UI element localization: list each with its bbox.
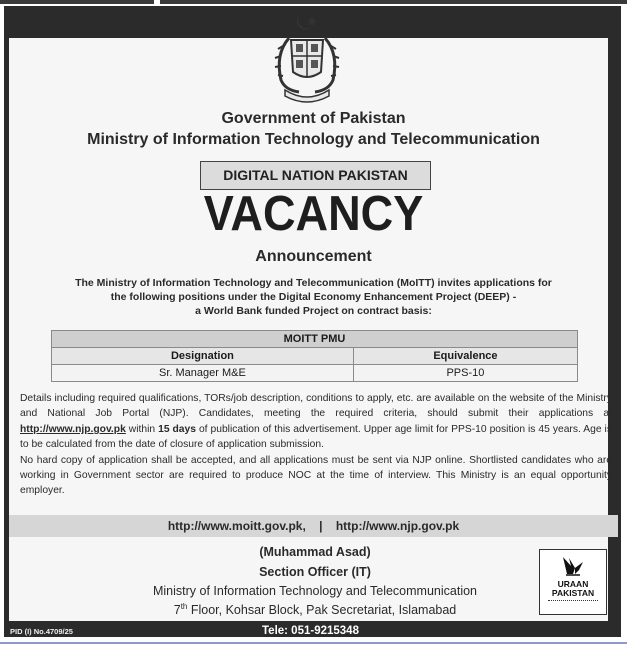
signatory-title: Section Officer (IT) [259,565,371,579]
cell-equivalence: PPS-10 [353,365,577,382]
ministry-title: Ministry of Information Technology and Telecommunication [87,131,540,148]
column-header-equivalence: Equivalence [353,348,577,365]
pid-number: PID (I) No.4709/25 [10,627,73,636]
njp-website-link[interactable]: http://www.njp.gov.pk [335,519,460,533]
positions-table [51,330,578,382]
uraan-text: URAAN [557,579,589,589]
program-banner: DIGITAL NATION PAKISTAN [200,161,431,190]
intro-text [48,276,579,318]
details-paragraph: No hard copy of application shall be accepted, and all applications must be sent via NJP online. Shortlisted candidates who are working in Government sector are required to produce NOC at the time of interview. This Ministry is an equal opportunity employer. [20,454,612,497]
state-emblem-icon [271,10,343,104]
script-underline [548,600,598,606]
signatory-ministry: Ministry of Information Technology and Telecommunication [152,584,477,598]
column-header-designation: Designation [52,348,354,365]
government-title: Government of Pakistan [221,110,406,127]
signatory-address: 7th Floor, Kohsar Block, Pak Secretariat, Islamabad [173,602,457,618]
link-separator: | [319,519,323,533]
intro-line: a World Bank funded Project on contract basis: [195,305,432,317]
intro-line: The Ministry of Information Technology and Telecommunication (MoITT) invites applications for [75,277,552,289]
details-text [20,391,612,499]
deadline: 15 days [158,423,196,435]
table-title: MOITT PMU [52,331,578,348]
intro-line: the following positions under the Digital Economy Enhancement Project (DEEP) - [110,291,517,303]
uraan-pakistan-logo [539,549,607,615]
table-row [52,365,578,382]
uraan-bird-icon [560,554,586,578]
top-border [0,0,627,4]
bottom-edge [0,642,627,644]
announcement-subtitle: Announcement [255,248,372,265]
moitt-website-link[interactable]: http://www.moitt.gov.pk, [167,519,306,533]
pakistan-text: PAKISTAN [551,588,595,598]
links-bar [9,515,618,537]
telephone: Tele: 051-9215348 [262,625,359,637]
signatory-name: (Muhammad Asad) [259,545,371,559]
njp-link[interactable]: http://www.njp.gov.pk [20,423,126,435]
details-paragraph: Details including required qualifications, TORs/job description, conditions to apply, etc. are available on the website of the Ministry and National Job Portal (NJP). Candidates, meeting the required criteria, should submit their applications at http://www.njp.gov.pk within 15 days of publication of this advertisement. Upper age limit for PPS-10 position is 45 years. Age is to be calculated from the date of closure of application submission. [20,393,612,451]
vacancy-headline: VACANCY [203,187,424,241]
cell-designation: Sr. Manager M&E [52,365,354,382]
